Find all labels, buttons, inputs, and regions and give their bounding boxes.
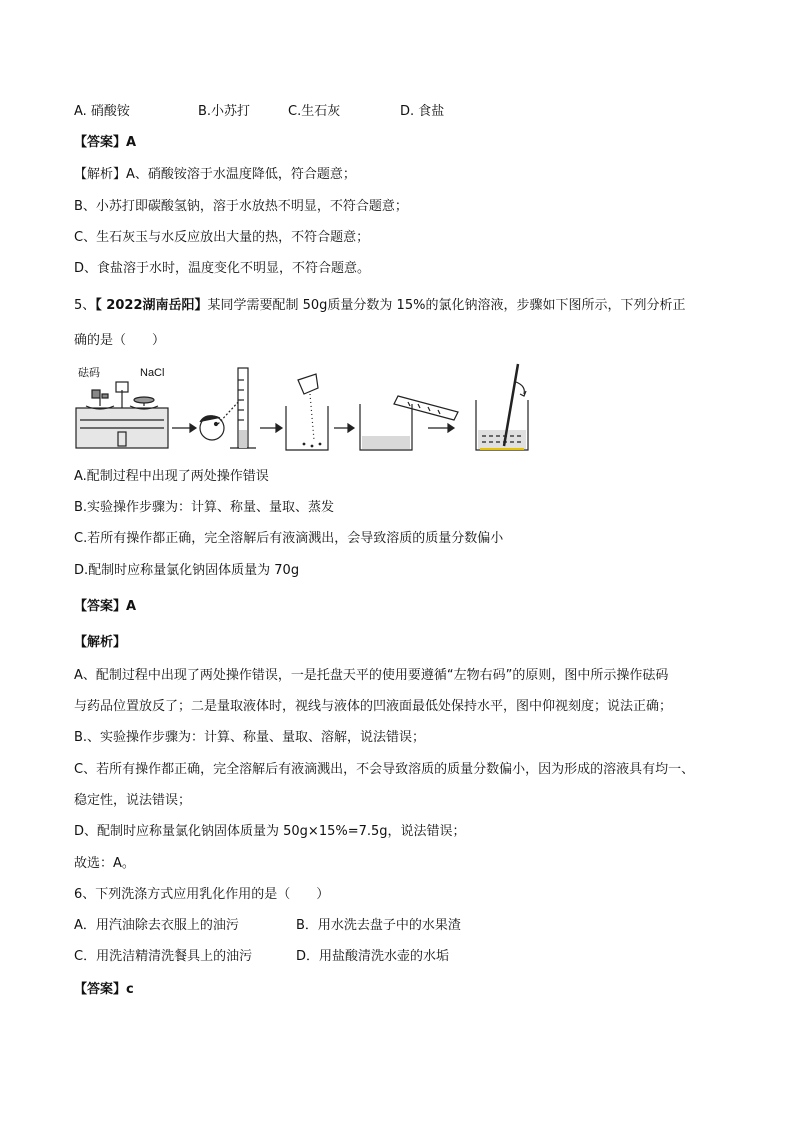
- q4-analysis-line: D、食盐溶于水时，温度变化不明显，不符合题意。: [74, 261, 371, 276]
- q5-analysis-line: A、配制过程中出现了两处操作错误，一是托盘天平的使用要遵循“左物右码”的原则，图中所示操作砝码: [74, 668, 669, 683]
- q5-stem-line: 确的是（ ）: [74, 333, 166, 348]
- q6-option-b: B．用水洗去盘子中的水果渣: [296, 918, 461, 933]
- q5-analysis-line: 稳定性，说法错误；: [74, 793, 192, 808]
- q5-analysis-line: C、若所有操作都正确，完全溶解后有液滴溅出，不会导致溶质的质量分数偏小，因为形成的溶液具有均一、: [74, 762, 695, 777]
- q5-option-d: D.配制时应称量氯化钠固体质量为 70g: [74, 563, 300, 578]
- q5-number: 5、: [74, 298, 96, 313]
- weights-label: 砝码: [78, 367, 100, 379]
- q4-option-c: C.生石灰: [288, 104, 341, 119]
- q5-answer: 【答案】A: [74, 599, 137, 614]
- q4-answer: 【答案】A: [74, 135, 137, 150]
- q5-analysis-line: 与药品位置放反了；二是量取液体时，视线与液体的凹液面最低处保持水平，图中仰视刻度；说法正确；: [74, 699, 673, 714]
- q4-analysis-line: 【解析】A、硝酸铵溶于水温度降低，符合题意；: [74, 167, 356, 182]
- q6-answer: 【答案】c: [74, 982, 134, 997]
- q5-option-a: A.配制过程中出现了两处操作错误: [74, 469, 269, 484]
- q5-analysis-line: B.、实验操作步骤为：计算、称量、量取、溶解，说法错误；: [74, 730, 426, 745]
- balance-illustration: [76, 382, 168, 448]
- q4-option-d: D. 食盐: [400, 104, 445, 119]
- beaker-pouring-solid: [286, 374, 328, 450]
- q6-option-c: C．用洗洁精清洗餐具上的油污: [74, 949, 253, 964]
- q5-stem-line: [74, 297, 685, 315]
- q6-option-a: A．用汽油除去衣服上的油污: [74, 918, 239, 933]
- q5-analysis-line: 故选：A。: [74, 856, 135, 871]
- q6-stem: 6、下列洗涤方式应用乳化作用的是（ ）: [74, 887, 330, 902]
- q4-analysis-line: B、小苏打即碳酸氢钠，溶于水放热不明显，不符合题意；: [74, 199, 408, 214]
- q5-analysis-line: D、配制时应称量氯化钠固体质量为 50g×15%=7.5g，说法错误；: [74, 824, 466, 839]
- q5-option-b: B.实验操作步骤为：计算、称量、量取、蒸发: [74, 500, 335, 515]
- beaker-stirring: [476, 364, 528, 450]
- beaker-pouring-water: [360, 396, 458, 450]
- person-reading-cylinder: [200, 368, 256, 448]
- q4-option-b: B.小苏打: [198, 104, 251, 119]
- q5-option-c: C.若所有操作都正确，完全溶解后有液滴溅出，会导致溶质的质量分数偏小: [74, 531, 504, 546]
- q5-source-tag: 【 2022湖南岳阳】: [95, 298, 208, 313]
- q5-stem-text: 某同学需要配制 50g质量分数为 15%的氯化钠溶液，步骤如下图所示，下列分析正: [207, 298, 686, 313]
- q4-analysis-line: C、生石灰玉与水反应放出大量的热，不符合题意；: [74, 230, 370, 245]
- experiment-figure: [72, 360, 532, 460]
- q5-analysis-title: 【解析】: [74, 635, 127, 650]
- q4-option-a: A. 硝酸铵: [74, 104, 130, 119]
- nacl-label: NaCl: [140, 367, 165, 379]
- q6-option-d: D．用盐酸清洗水壶的水垢: [296, 949, 450, 964]
